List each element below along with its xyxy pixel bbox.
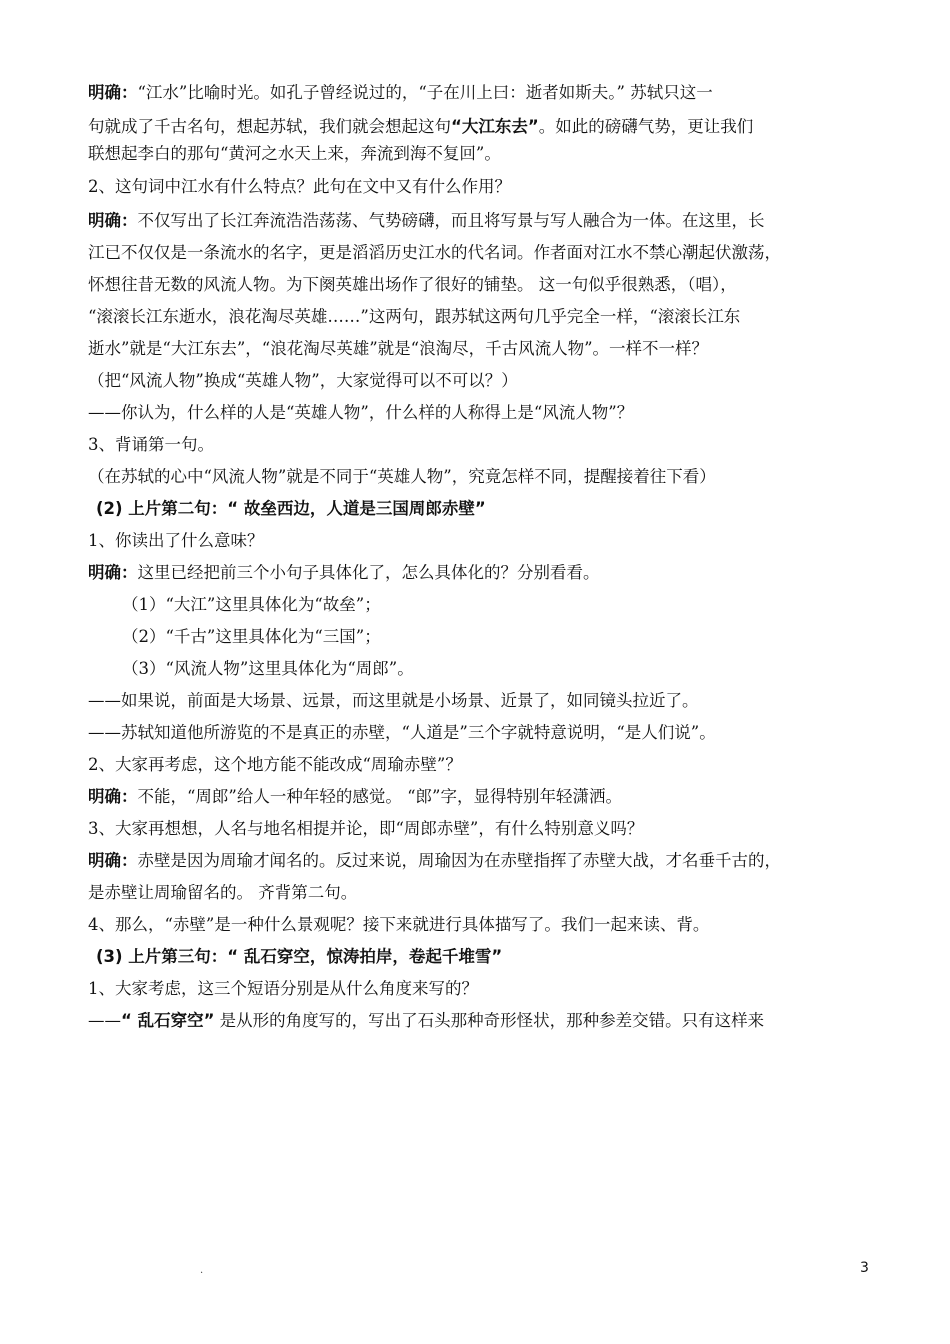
line-text: “江水”比喻时光。如孔子曾经说过的，“子在川上曰：逝者如斯夫。” 苏轼只这一 — [137, 83, 713, 102]
line-text: 是赤壁让周瑜留名的。 齐背第二句。 — [88, 883, 358, 902]
text-line — [122, 626, 902, 648]
section-heading: (3) 上片第三句：“ 乱石穿空，惊涛拍岸，卷起千堆雪” — [96, 947, 503, 966]
text-line — [88, 143, 868, 165]
section-heading: (2) 上片第二句：“ 故垒西边，人道是三国周郎赤壁” — [96, 499, 486, 518]
line-text: ——你认为，什么样的人是“英雄人物”，什么样的人称得上是“风流人物”？ — [88, 403, 634, 422]
text-line — [88, 1010, 868, 1032]
answer-label: 明确： — [88, 787, 138, 806]
text-line — [88, 210, 868, 232]
answer-label: 明确： — [88, 563, 138, 582]
line-text: （在苏轼的心中“风流人物”就是不同于“英雄人物”，究竟怎样不同，提醒接着往下看） — [88, 467, 716, 486]
line-text: 江已不仅仅是一条流水的名字，更是滔滔历史江水的代名词。作者面对江水不禁心潮起伏激荡， — [88, 243, 781, 262]
text-line — [88, 176, 868, 198]
line-text: 联想起李白的那句“黄河之水天上来，奔流到海不复回”。 — [88, 144, 501, 163]
text-line — [88, 530, 868, 552]
answer-label: 明确： — [88, 211, 138, 230]
text-line — [88, 914, 868, 936]
line-text: 这里已经把前三个小句子具体化了，怎么具体化的？分别看看。 — [137, 563, 600, 582]
text-line — [88, 786, 868, 808]
text-line — [88, 402, 868, 424]
text-line — [88, 978, 868, 1000]
text-line — [88, 850, 868, 872]
line-text: 2、这句词中江水有什么特点？此句在文中又有什么作用？ — [88, 177, 511, 196]
line-text: 逝水”就是“大江东去”，“浪花淘尽英雄”就是“浪淘尽，千古风流人物”。一样不一样？ — [88, 339, 709, 358]
text-line — [88, 116, 868, 138]
line-text: （2）“千古”这里具体化为“三国”； — [122, 627, 381, 646]
text-line — [122, 594, 902, 616]
text-line — [88, 882, 868, 904]
line-text: 3、大家再想想，人名与地名相提并论，即“周郎赤壁”，有什么特别意义吗？ — [88, 819, 644, 838]
page-number: 3 — [860, 1260, 869, 1276]
text-line — [88, 818, 868, 840]
answer-label: 明确： — [88, 83, 138, 102]
line-text: 赤壁是因为周瑜才闻名的。反过来说，周瑜因为在赤壁指挥了赤壁大战，才名垂千古的， — [137, 851, 781, 870]
line-text-tail: 是从形的角度写的，写出了石头那种奇形怪状，那种参差交错。只有这样来 — [214, 1011, 765, 1030]
line-text: （1）“大江”这里具体化为“故垒”； — [122, 595, 381, 614]
text-line — [88, 754, 868, 776]
line-text: ——如果说，前面是大场景、远景，而这里就是小场景、近景了，如同镜头拉近了。 — [88, 691, 699, 710]
line-text: 2、大家再考虑，这个地方能不能改成“周瑜赤壁”？ — [88, 755, 462, 774]
line-text: 不仅写出了长江奔流浩浩荡荡、气势磅礴，而且将写景与写人融合为一体。在这里，长 — [137, 211, 765, 230]
line-text: 句就成了千古名句，想起苏轼，我们就会想起这句 — [88, 117, 451, 136]
line-text: 怀想往昔无数的风流人物。为下阕英雄出场作了很好的铺垫。 这一句似乎很熟悉，（唱）， — [88, 275, 737, 294]
emphasis-text: “大江东去” — [451, 117, 539, 136]
line-text: “滚滚长江东逝水，浪花淘尽英雄……”这两句，跟苏轼这两句几乎完全一样，“滚滚长江东 — [88, 307, 741, 326]
text-line — [122, 658, 902, 680]
emphasis-text: “ 乱石穿空” — [121, 1011, 215, 1030]
answer-label: 明确： — [88, 851, 138, 870]
text-line — [88, 722, 868, 744]
line-text: —— — [88, 1011, 121, 1030]
line-text: 3、背诵第一句。 — [88, 435, 214, 454]
text-line — [88, 690, 868, 712]
page-mark: . — [200, 1265, 204, 1276]
line-text: 不能，“周郎”给人一种年轻的感觉。 “郎”字，显得特别年轻潇洒。 — [137, 787, 622, 806]
line-text: （把“风流人物”换成“英雄人物”，大家觉得可以不可以？） — [88, 371, 518, 390]
text-line — [88, 274, 868, 296]
line-text-tail: 。如此的磅礴气势，更让我们 — [538, 117, 754, 136]
line-text: （3）“风流人物”这里具体化为“周郎”。 — [122, 659, 414, 678]
text-line — [88, 242, 868, 264]
text-line — [88, 82, 868, 104]
line-text: 1、大家考虑，这三个短语分别是从什么角度来写的？ — [88, 979, 478, 998]
line-text: 4、那么，“赤壁”是一种什么景观呢？接下来就进行具体描写了。我们一起来读、背。 — [88, 915, 710, 934]
text-line — [88, 306, 868, 328]
text-line — [88, 434, 868, 456]
text-line — [88, 370, 868, 392]
text-line — [88, 466, 868, 488]
line-text: 1、你读出了什么意味？ — [88, 531, 264, 550]
line-text: ——苏轼知道他所游览的不是真正的赤壁，“人道是”三个字就特意说明，“是人们说”。 — [88, 723, 716, 742]
text-line — [88, 338, 868, 360]
text-line — [88, 562, 868, 584]
